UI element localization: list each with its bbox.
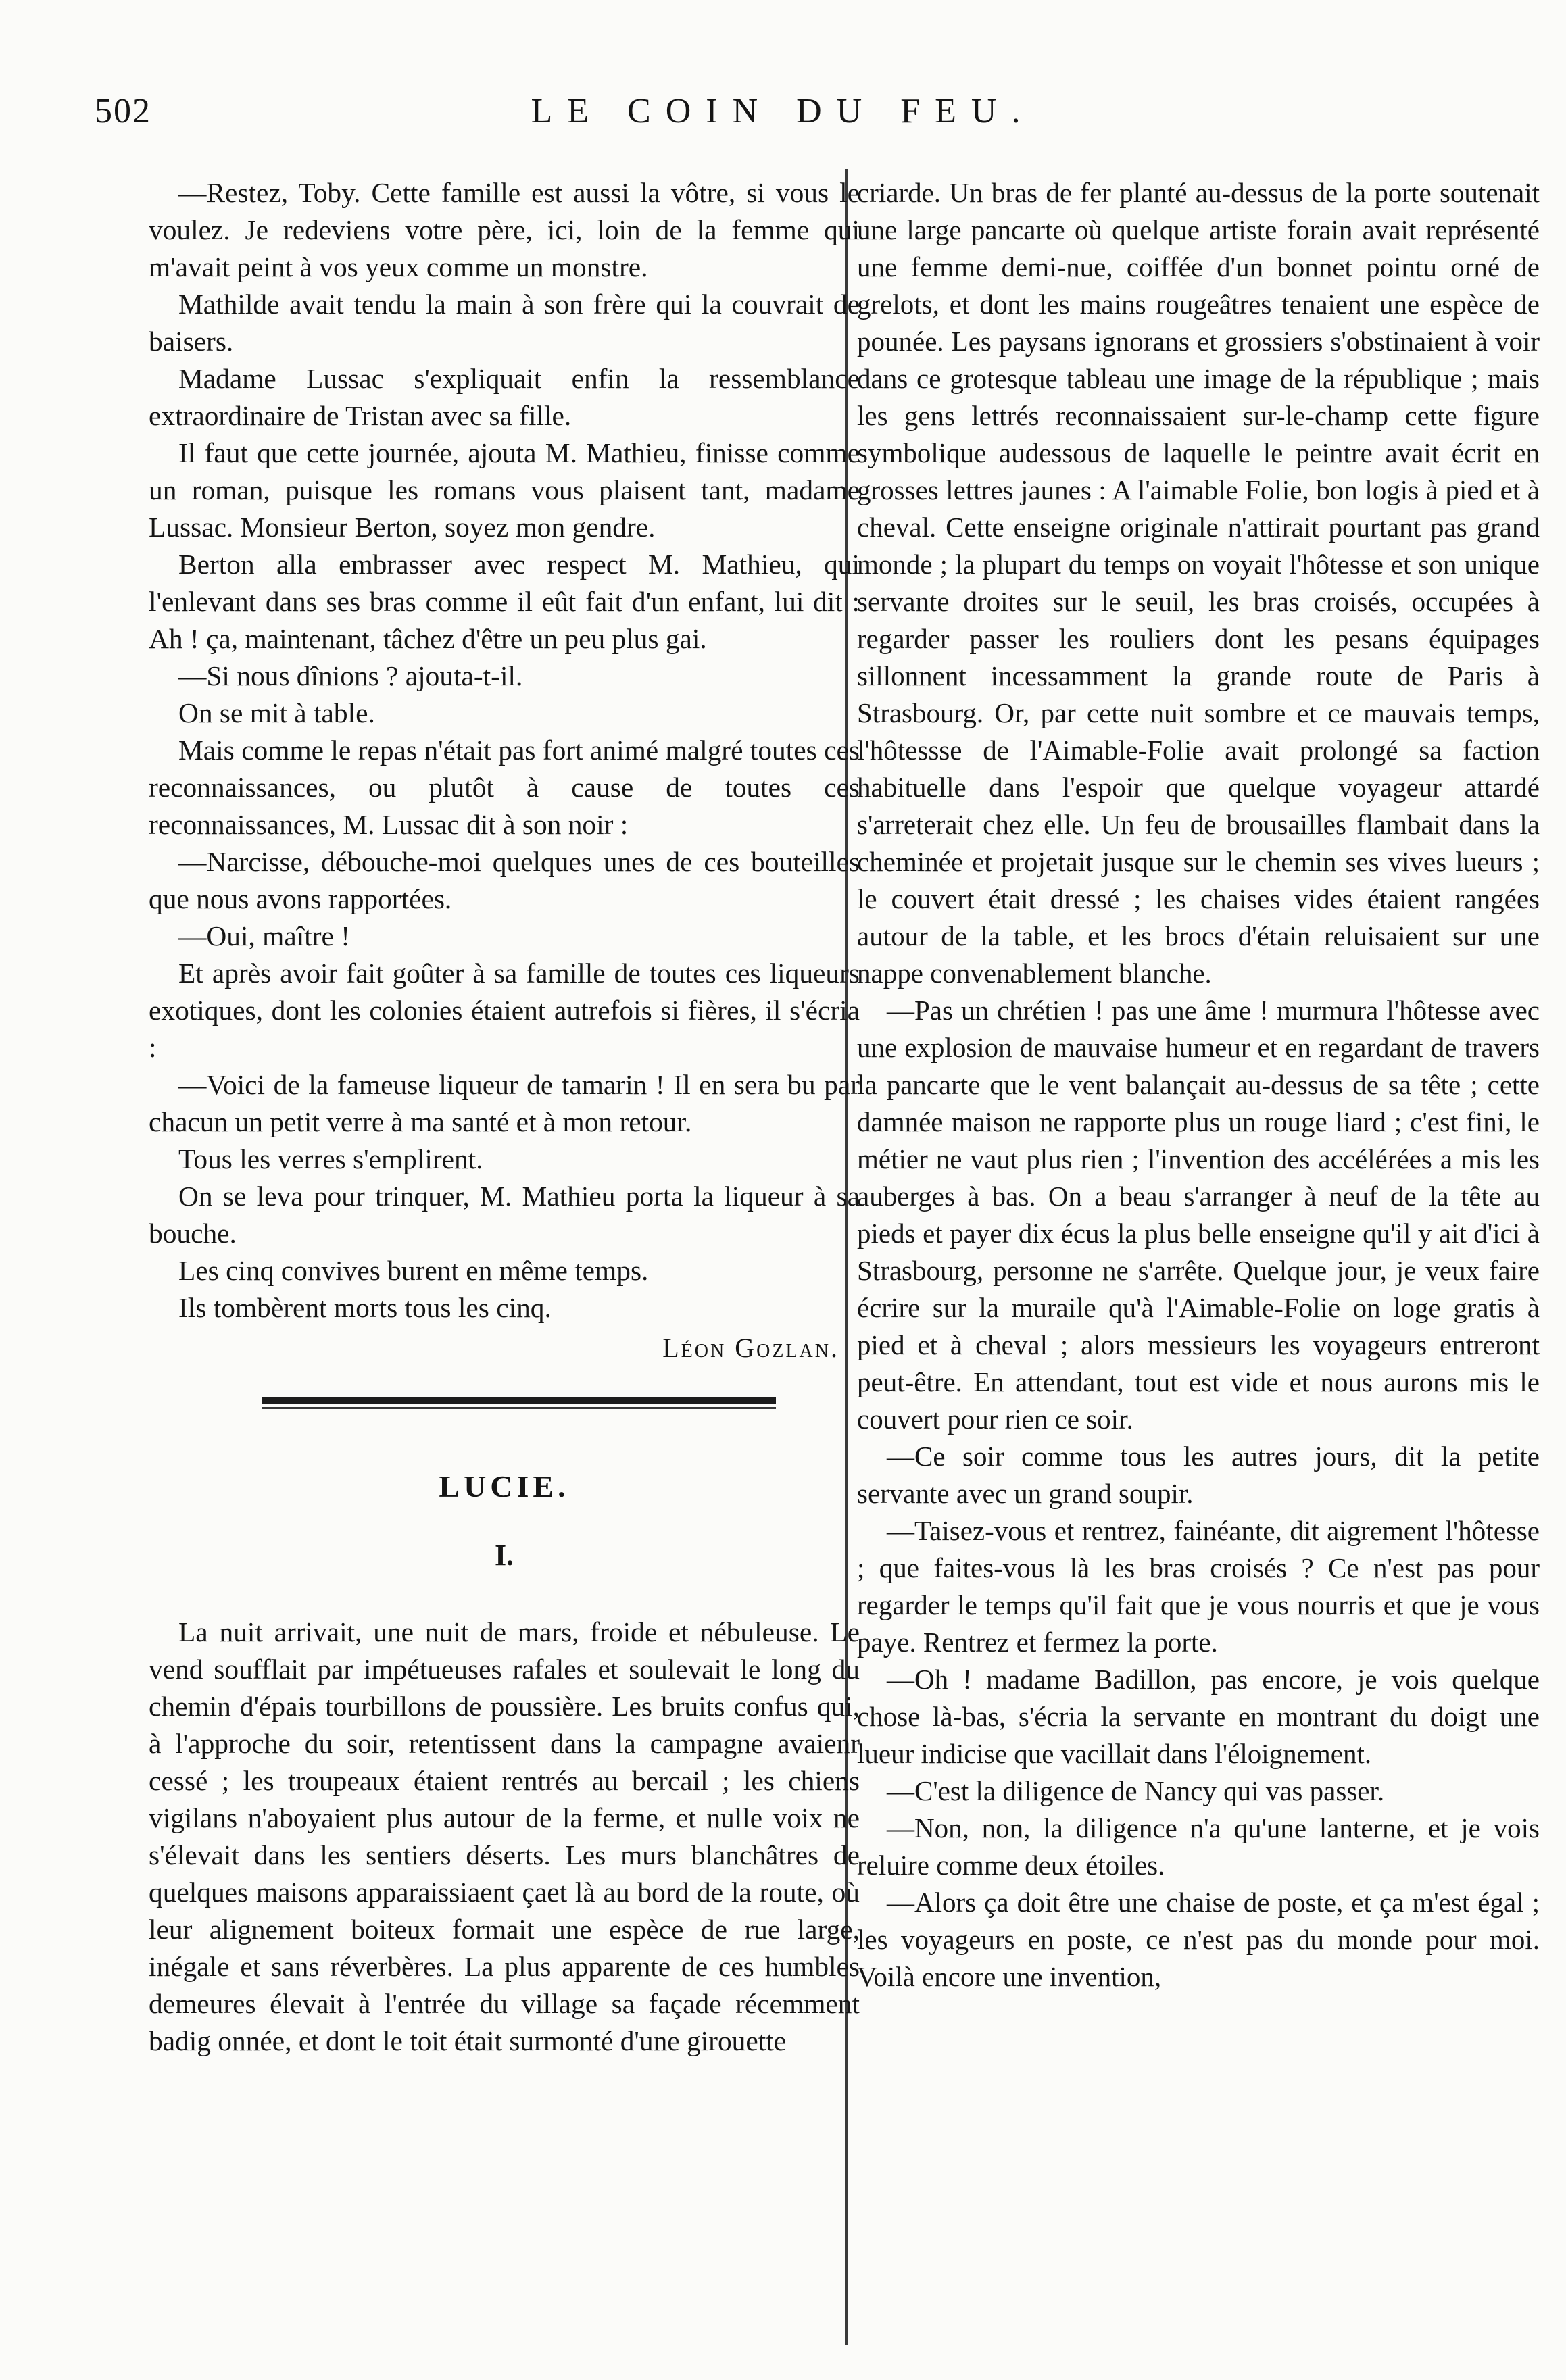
paragraph: Il faut que cette journée, ajouta M. Mathieu, finisse comme un roman, puisque les romans vous plaisent tant, madame Lussac. Monsieur Berton, soyez mon gendre.: [149, 437, 860, 543]
paragraph: —Voici de la fameuse liqueur de tamarin ! Il en sera bu par chacun un petit verre à ma santé et à mon retour.: [149, 1069, 860, 1137]
paragraph: —Pas un chrétien ! pas une âme ! murmura l'hôtesse avec une explosion de mauvaise humeur et en regardant de travers la pancarte que le vent balançait au-dessus de sa tête ; cette damnée maison ne rapporte plus un rouge liard ; c'est fini, le métier ne vaut plus rien ; l'invention des accélérées a mis les auberges à bas. On a beau s'arranger à neuf de la tête au pieds et payer dix écus la plus belle enseigne qu'il y ait d'ici à Strasbourg, personne ne s'arrête. Quelque jour, je veux faire écrire sur la muraile qu'à l'Aimable-Folie on loge gratis à pied et à cheval ; alors messieurs les voyageurs entreront peut-être. En attendant, tout est vide et nous aurons mis le couvert pour rien ce soir.: [857, 995, 1540, 1435]
thick-rule: [262, 1397, 776, 1404]
paragraph: Les cinq convives burent en même temps.: [178, 1255, 649, 1286]
chapter-number: I.: [494, 1539, 514, 1572]
thin-rule: [262, 1407, 776, 1409]
paragraph: —Alors ça doit être une chaise de poste, et ça m'est égal ; les voyageurs en poste, ce n'est pas du monde pour moi. Voilà encore une invention,: [857, 1887, 1540, 1992]
section-title: LUCIE.: [439, 1469, 570, 1504]
paragraph: On se mit à table.: [178, 697, 375, 728]
paragraph: Et après avoir fait goûter à sa famille de toutes ces liqueurs exotiques, dont les colonies étaient autrefois si fières, il s'écria :: [149, 958, 860, 1063]
running-title: LE COIN DU FEU.: [531, 92, 1035, 130]
paragraph: —Non, non, la diligence n'a qu'une lanterne, et je vois reluire comme deux étoiles.: [857, 1812, 1540, 1881]
paragraph: criarde. Un bras de fer planté au-dessus de la porte soutenait une large pancarte où quelque artiste forain avait représenté une femme demi-nue, coiffée d'un bonnet pointu orné de grelots, et dont les mains rougeâtres tenaient une espèce de pounée. Les paysans ignorans et grossiers s'obstinaient à voir dans ce grotesque tableau une image de la république ; mais les gens lettrés reconnaissaient sur-le-champ cette figure symbolique audessous de laquelle le peintre avait écrit en grosses lettres jaunes : A l'aimable Folie, bon logis à pied et à cheval. Cette enseigne originale n'attirait pourtant pas grand monde ; la plupart du temps on voyait l'hôtesse et son unique servante droites sur le seuil, les bras croisés, occupées à regarder passer les rouliers dont les pesans équipages sillonnent incessamment la grande route de Paris à Strasbourg. Or, par cette nuit sombre et ce mauvais temps, l'hôtessse de l'Aimable-Folie avait prolongé sa faction habituelle dans l'espoir que quelque voyageur attardé s'arreterait chez elle. Un feu de brousailles flambait dans la cheminée et projetait jusque sur le chemin ses vives lueurs ; le couvert était dressé ; les chaises vides étaient rangées autour de la table, et les brocs d'étain reluisaient sur une nappe convenablement blanche.: [857, 177, 1540, 989]
paragraph: On se leva pour trinquer, M. Mathieu porta la liqueur à sa bouche.: [149, 1181, 860, 1249]
paragraph: —Si nous dînions ? ajouta-t-il.: [178, 660, 523, 691]
paragraph: Mathilde avait tendu la main à son frère qui la couvrait de baisers.: [149, 289, 860, 357]
page-number: 502: [95, 92, 151, 130]
paragraph: —Restez, Toby. Cette famille est aussi la vôtre, si vous le voulez. Je redeviens votre père, ici, loin de la femme qui m'avait peint à vos yeux comme un monstre.: [149, 177, 860, 282]
left-column: [149, 174, 860, 2060]
paragraph: Tous les verres s'emplirent.: [178, 1143, 483, 1174]
right-column: [857, 174, 1540, 1995]
paragraph: —Narcisse, débouche-moi quelques unes de ces bouteilles que nous avons rapportées.: [149, 846, 860, 914]
paragraph: —Oui, maître !: [178, 920, 351, 951]
paragraph: Mais comme le repas n'était pas fort animé malgré toutes ces reconnaissances, ou plutôt à cause de toutes ces reconnaissances, M. Lussac dit à son noir :: [149, 735, 860, 840]
section-separator-rule: [149, 1376, 860, 1423]
paragraph: —Ce soir comme tous les autres jours, dit la petite servante avec un grand soupir.: [857, 1441, 1540, 1509]
paragraph: —Oh ! madame Badillon, pas encore, je vois quelque chose là-bas, s'écria la servante en montrant du doigt une lueur indicise que vacillait dans l'éloignement.: [857, 1664, 1540, 1769]
paragraph: —Taisez-vous et rentrez, fainéante, dit aigrement l'hôtesse ; que faites-vous là les bras croisés ? Ce n'est pas pour regarder le temps qu'il fait que je vous nourris et que je vous paye. Rentrez et fermez la porte.: [857, 1515, 1540, 1658]
author-signature: Léon Gozlan.: [662, 1333, 839, 1363]
paragraph: La nuit arrivait, une nuit de mars, froide et nébuleuse. Le vend soufflait par impétueuses rafales et soulevait le long du chemin d'épais tourbillons de poussière. Les bruits confus qui, à l'approche du soir, retentissent dans la campagne avaienr cessé ; les troupeaux étaient rentrés au bercail ; les chiens vigilans n'aboyaient plus autour de la ferme, et nulle voix ne s'élevait dans les sentiers déserts. Les murs blanchâtres de quelques maisons apparaissiaent çaet là au bord de la route, où leur alignement boiteux formait une espèce de rue large, inégale et sans réverbères. La plus apparente de ces humbles demeures élevait à l'entrée du village sa façade récemment badig onnée, et dont le toit était surmonté d'une girouette: [149, 1616, 860, 2056]
paragraph: Ils tombèrent morts tous les cinq.: [178, 1292, 552, 1323]
paragraph: Madame Lussac s'expliquait enfin la ressemblance extraordinaire de Tristan avec sa fille.: [149, 363, 860, 431]
page-header: [0, 91, 1566, 152]
paragraph: —C'est la diligence de Nancy qui vas passer.: [887, 1775, 1385, 1806]
paragraph: Berton alla embrasser avec respect M. Mathieu, qui l'enlevant dans ses bras comme il eût fait d'un enfant, lui dit : Ah ! ça, maintenant, tâchez d'être un peu plus gai.: [149, 549, 860, 654]
